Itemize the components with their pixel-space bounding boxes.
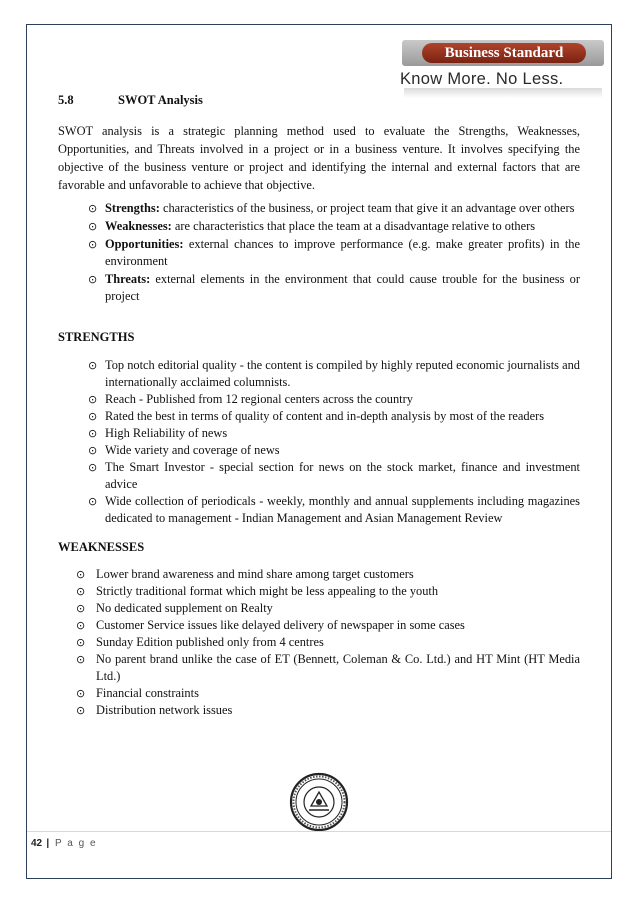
strengths-item (88, 442, 580, 459)
weaknesses-item (76, 617, 580, 634)
strengths-item-text: Reach - Published from 12 regional centers across the country (105, 392, 413, 406)
footer-separator: | (46, 838, 51, 849)
bullet-icon: ⊙ (76, 568, 86, 581)
strengths-list (88, 357, 580, 527)
swot-item (88, 200, 580, 217)
swot-item (88, 271, 580, 305)
bullet-icon: ⊙ (88, 220, 98, 233)
bullet-icon: ⊙ (76, 585, 86, 598)
business-standard-logo (398, 36, 608, 100)
weaknesses-item-text: Lower brand awareness and mind share among target customers (96, 567, 414, 581)
logo-reflection (404, 88, 602, 98)
strengths-heading: STRENGTHS (58, 330, 135, 344)
swot-term: Opportunities: (105, 237, 184, 251)
weaknesses-item-text: Financial constraints (96, 686, 199, 700)
strengths-item-text: High Reliability of news (105, 426, 228, 440)
weaknesses-heading: WEAKNESSES (58, 540, 145, 554)
strengths-item (88, 459, 580, 493)
strengths-item-text: Wide variety and coverage of news (105, 443, 280, 457)
weaknesses-item (76, 702, 580, 719)
strengths-item (88, 357, 580, 391)
weaknesses-item (76, 600, 580, 617)
weaknesses-item-text: Distribution network issues (96, 703, 233, 717)
strengths-item (88, 408, 580, 425)
swot-description: are characteristics that place the team at a disadvantage relative to others (171, 219, 536, 233)
weaknesses-item-text: No dedicated supplement on Realty (96, 601, 273, 615)
strengths-item-text: Wide collection of periodicals - weekly, monthly and annual supplements including magazines dedicated to management - Indian Management and Asian Management Review (105, 494, 580, 525)
bullet-icon: ⊙ (88, 461, 98, 474)
strengths-item (88, 493, 580, 527)
weaknesses-item-text: Customer Service issues like delayed delivery of newspaper in some cases (96, 618, 465, 632)
bullet-icon: ⊙ (88, 273, 98, 286)
weaknesses-item (76, 685, 580, 702)
bullet-icon: ⊙ (76, 687, 86, 700)
bullet-icon: ⊙ (76, 602, 86, 615)
bullet-icon: ⊙ (76, 636, 86, 649)
swot-description: external chances to improve performance (e.g. make greater profits) in the environment (105, 237, 580, 268)
institution-seal (289, 772, 349, 832)
strengths-item-text: Rated the best in terms of quality of content and in-depth analysis by most of the readers (105, 409, 545, 423)
weaknesses-item (76, 634, 580, 651)
weaknesses-item (76, 566, 580, 583)
swot-item (88, 218, 580, 235)
strengths-item (88, 391, 580, 408)
bullet-icon: ⊙ (88, 410, 98, 423)
bullet-icon: ⊙ (76, 704, 86, 717)
swot-description: external elements in the environment that could cause trouble for the business or project (105, 272, 580, 303)
bullet-icon: ⊙ (88, 393, 98, 406)
swot-term: Weaknesses: (105, 219, 172, 233)
section-number: 5.8 (58, 93, 74, 107)
footer-divider (27, 831, 611, 832)
section-heading (58, 93, 203, 108)
strengths-item-text: The Smart Investor - special section for news on the stock market, finance and investment advice (105, 460, 580, 491)
swot-term: Threats: (105, 272, 151, 286)
strengths-item (88, 425, 580, 442)
logo-brand-name: Business Standard (422, 43, 586, 63)
logo-tagline: Know More. No Less. (400, 70, 564, 88)
weaknesses-item (76, 583, 580, 600)
weaknesses-item (76, 651, 580, 685)
weaknesses-item-text: No parent brand unlike the case of ET (Bennett, Coleman & Co. Ltd.) and HT Mint (HT Media Ltd.) (96, 652, 580, 683)
section-title: SWOT Analysis (118, 93, 203, 107)
strengths-item-text: Top notch editorial quality - the content is compiled by highly reputed economic journalists and internationally acclaimed columnists. (105, 358, 580, 389)
bullet-icon: ⊙ (88, 427, 98, 440)
weaknesses-item-text: Strictly traditional format which might be less appealing to the youth (96, 584, 439, 598)
swot-term: Strengths: (105, 201, 160, 215)
bullet-icon: ⊙ (76, 653, 86, 666)
bullet-icon: ⊙ (88, 202, 98, 215)
weaknesses-list (76, 566, 580, 719)
logo-banner (402, 40, 604, 66)
intro-paragraph: SWOT analysis is a strategic planning method used to evaluate the Strengths, Weaknesses, Opportunities, and Threats involved in a project or in a business venture. It involves specifying the objective of the business venture or project and identifying the internal and external factors that are favorable and unfavorable to achieve that objective. (58, 124, 580, 192)
bullet-icon: ⊙ (88, 444, 98, 457)
swot-description: characteristics of the business, or project team that give it an advantage over others (159, 201, 575, 215)
swot-definition-list (88, 200, 580, 306)
bullet-icon: ⊙ (88, 495, 98, 508)
page-number: 42 (31, 838, 43, 849)
swot-item (88, 236, 580, 270)
bullet-icon: ⊙ (88, 238, 98, 251)
bullet-icon: ⊙ (76, 619, 86, 632)
page-label: P a g e (55, 838, 98, 849)
page-footer (31, 838, 97, 849)
bullet-icon: ⊙ (88, 359, 98, 372)
weaknesses-item-text: Sunday Edition published only from 4 centres (96, 635, 324, 649)
